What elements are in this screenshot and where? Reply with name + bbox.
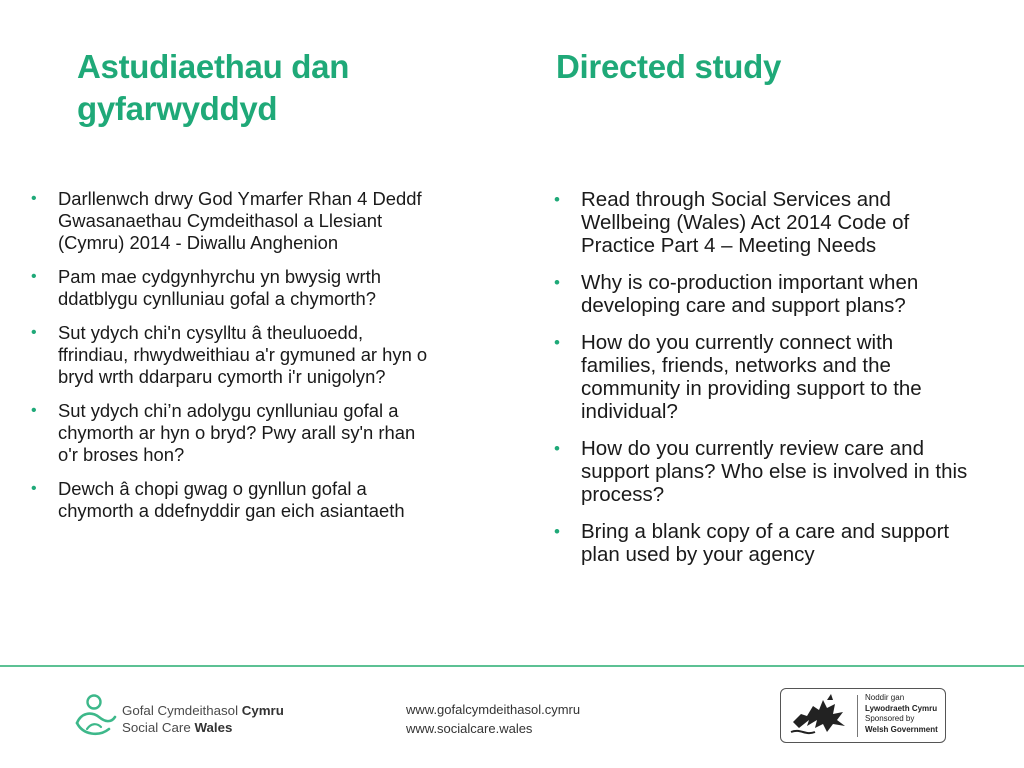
english-website-link[interactable]: www.socialcare.wales	[406, 721, 533, 736]
list-item	[554, 437, 974, 506]
bullet-dot-icon: •	[554, 439, 560, 458]
list-item-text: Why is co-production important when developing care and support plans?	[581, 271, 919, 317]
gov-sponsor-text	[865, 693, 938, 735]
bullet-dot-icon: •	[554, 273, 560, 292]
list-item	[31, 188, 436, 254]
gov-sponsor-en: Sponsored by	[865, 714, 915, 723]
english-bullet-list	[554, 188, 974, 580]
logo-wordmark	[122, 702, 284, 736]
bullet-dot-icon: •	[31, 480, 37, 497]
list-item-text: Bring a blank copy of a care and support plan used by your agency	[581, 520, 950, 566]
list-item	[31, 478, 436, 522]
bullet-dot-icon: •	[31, 402, 37, 419]
welsh-bullet-list	[31, 188, 436, 534]
list-item-text: Dewch â chopi gwag o gynllun gofal a chymorth a ddefnyddir gan eich asiantaeth	[58, 478, 405, 521]
social-care-wales-logo	[73, 693, 313, 741]
social-care-wales-logo-icon	[73, 693, 117, 739]
bullet-dot-icon: •	[554, 333, 560, 352]
list-item-text: How do you currently review care and support plans? Who else is involved in this process?	[581, 437, 968, 506]
list-item-text: Read through Social Services and Wellbeing (Wales) Act 2014 Code of Practice Part 4 – Meeting Needs	[581, 188, 910, 257]
list-item	[31, 400, 436, 466]
org-name-cy-bold: Cymru	[241, 703, 284, 718]
gov-name-cy: Lywodraeth Cymru	[865, 703, 938, 713]
list-item	[554, 271, 974, 317]
org-name-en: Social Care	[122, 720, 191, 735]
list-item-text: Sut ydych chi’n adolygu cynlluniau gofal a chymorth ar hyn o bryd? Pwy arall sy'n rhan o'r broses hon?	[58, 400, 416, 465]
list-item	[554, 520, 974, 566]
bullet-dot-icon: •	[31, 268, 37, 285]
bullet-dot-icon: •	[31, 324, 37, 341]
list-item	[554, 188, 974, 257]
bullet-dot-icon: •	[554, 190, 560, 209]
footer-divider	[0, 665, 1024, 667]
list-item-text: Darllenwch drwy God Ymarfer Rhan 4 Deddf Gwasanaethau Cymdeithasol a Llesiant (Cymru) 2014 - Diwallu Anghenion	[58, 188, 422, 253]
org-name-cy: Gofal Cymdeithasol	[122, 703, 239, 718]
gov-sponsor-cy: Noddir gan	[865, 693, 905, 702]
org-name-en-bold: Wales	[194, 720, 233, 735]
footer-links	[406, 700, 580, 738]
list-item	[31, 266, 436, 310]
logo-separator	[857, 695, 858, 737]
english-heading: Directed study	[556, 48, 782, 85]
list-item	[554, 331, 974, 423]
welsh-website-link[interactable]: www.gofalcymdeithasol.cymru	[406, 702, 581, 717]
welsh-heading: Astudiaethau dan gyfarwyddyd	[77, 48, 350, 127]
list-item	[31, 322, 436, 388]
list-item-text: How do you currently connect with families, friends, networks and the community in providing support to the individual?	[581, 331, 922, 423]
list-item-text: Pam mae cydgynhyrchu yn bwysig wrth ddatblygu cynlluniau gofal a chymorth?	[58, 266, 381, 309]
bullet-dot-icon: •	[554, 522, 560, 541]
gov-name-en: Welsh Government	[865, 724, 938, 734]
bullet-dot-icon: •	[31, 190, 37, 207]
welsh-dragon-icon	[787, 692, 853, 738]
welsh-government-logo	[780, 688, 946, 743]
list-item-text: Sut ydych chi'n cysylltu â theuluoedd, ffrindiau, rhwydweithiau a'r gymuned ar hyn o bryd wrth ddarparu cymorth i'r unigolyn?	[58, 322, 428, 387]
